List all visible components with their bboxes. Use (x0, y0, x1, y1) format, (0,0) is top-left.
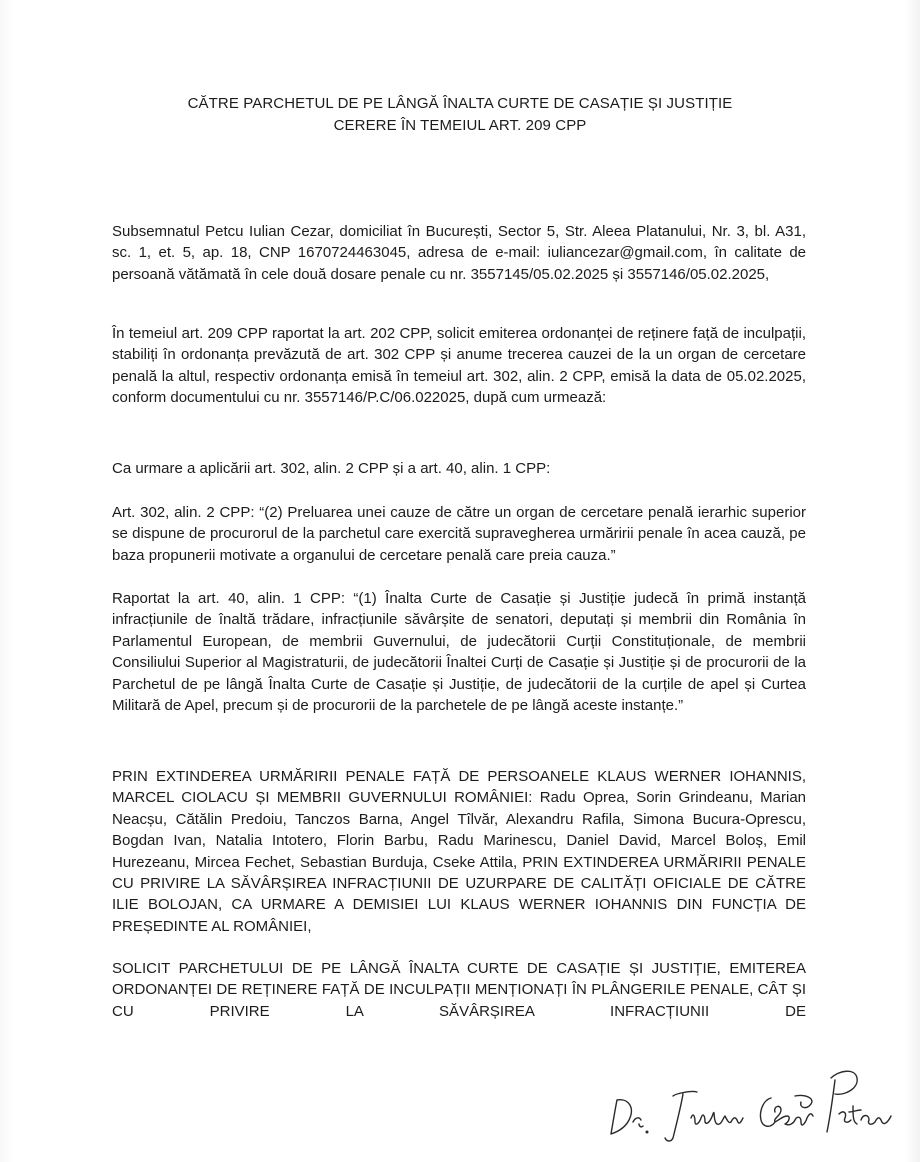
handwritten-signature (595, 1060, 895, 1145)
paragraph-art-302-quote: Art. 302, alin. 2 CPP: “(2) Preluarea unei cauze de către un organ de cercetare penală ierarhic superior se dispune de procurorul de la parchetul care exercită supravegherea urmăririi penale în acea cauză, pe baza propunerii motivate a organului de cercetare penală care preia cauza.” (112, 504, 806, 564)
paragraph-art-40-quote: Raportat la art. 40, alin. 1 CPP: “(1) Înalta Curte de Casație și Justiție judecă în primă instanță infracțiunile de înaltă trădare, infracțiunile săvârșite de senatori, deputați și membrii din România în Parlamentul European, de membrii Guvernului, de judecătorii Curții Constituționale, de membrii Consiliului Superior al Magistraturii, de judecătorii Înaltei Curți de Casație și Justiție și de procurorii de la Parchetul de pe lângă Înalta Curte de Casație și Justiție, de judecătorii de la curțile de apel și Curtea Militară de Apel, precum și de procurorii de la parchetele de pe lângă aceste instanțe.” (112, 590, 806, 715)
paragraph-legal-basis: În temeiul art. 209 CPP raportat la art. 202 CPP, solicit emiterea ordonanței de reținere față de inculpații, stabiliți în ordonanța prevăzută de art. 302 CPP și anume trecerea cauzei de la un organ de cercetare penală la altul, respectiv ordonanța emisă în temeiul art. 302, alin. 2 CPP, emisă la data de 05.02.2025, conform documentului cu nr. 3557146/P.C/06.022025, după cum urmează: (112, 325, 806, 407)
paragraph-extension-of-prosecution: PRIN EXTINDEREA URMĂRIRII PENALE FAȚĂ DE PERSOANELE KLAUS WERNER IOHANNIS, MARCEL CIOLACU ȘI MEMBRII GUVERNULUI ROMÂNIEI: Radu Oprea, Sorin Grindeanu, Marian Neacșu, Cătălin Predoiu, Tanczos Barna, Angel Tîlvăr, Alexandru Rafila, Simona Bucura-Oprescu, Bogdan Ivan, Natalia Intotero, Florin Barbu, Radu Marinescu, Daniel David, Marcel Boloș, Emil Hurezeanu, Mircea Fechet, Sebastian Burduja, Cseke Attila, PRIN EXTINDEREA URMĂRIRII PENALE CU PRIVIRE LA SĂVÂRȘIREA INFRACȚIUNII DE UZURPARE DE CALITĂȚI OFICIALE DE CĂTRE ILIE BOLOJAN, CA URMARE A DEMISIEI LUI KLAUS WERNER IOHANNIS DIN FUNCȚIA DE PREȘEDINTE AL ROMÂNIEI, (112, 768, 806, 935)
paragraph-petitioner-identity: Subsemnatul Petcu Iulian Cezar, domiciliat în București, Sector 5, Str. Aleea Platanului, Nr. 3, bl. A31, sc. 1, et. 5, ap. 18, CNP 1670724463045, adresa de e-mail: iuliancezar@gmail.com, în calitate de persoană vătămată în cele două dosare penale cu nr. 3557145/05.02.2025 și 3557146/05.02.2025, (112, 223, 806, 283)
signature-icon (595, 1060, 895, 1145)
paragraph-request: SOLICIT PARCHETULUI DE PE LÂNGĂ ÎNALTA CURTE DE CASAȚIE ȘI JUSTIȚIE, EMITEREA ORDONANȚEI DE REȚINERE FAȚĂ DE INCULPAȚII MENȚIONAȚI ÎN PLÂNGERILE PENALE, CÂT ȘI CU PRIVIRE LA SĂVÂRȘIREA INFRACȚIUNII DE (112, 960, 806, 1020)
paragraph-application: Ca urmare a aplicării art. 302, alin. 2 CPP și a art. 40, alin. 1 CPP: (112, 460, 551, 477)
document-heading-addressee: CĂTRE PARCHETUL DE PE LÂNGĂ ÎNALTA CURTE DE CASAȚIE ȘI JUSTIȚIE (187, 95, 733, 112)
document-heading-title: CERERE ÎN TEMEIUL ART. 209 CPP (333, 117, 587, 134)
